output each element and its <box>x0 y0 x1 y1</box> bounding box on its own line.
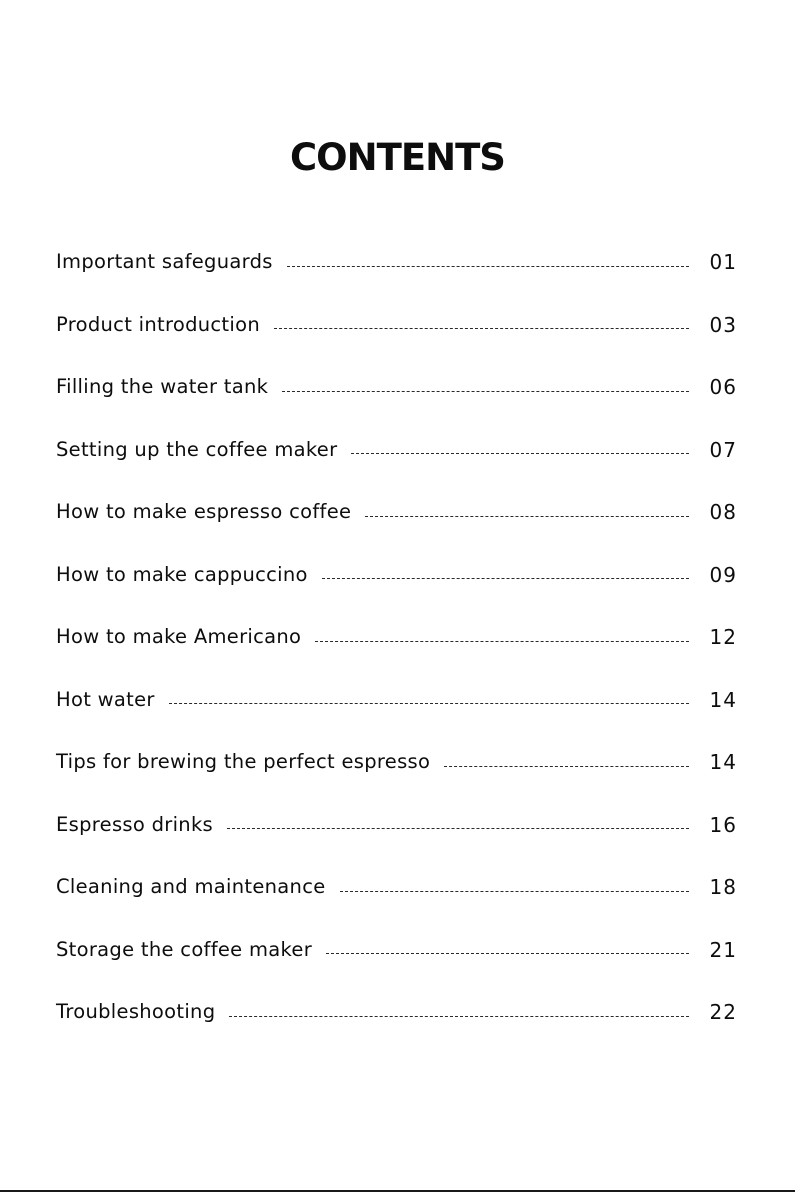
dotted-leader <box>282 391 689 392</box>
toc-entry-label: How to make espresso coffee <box>56 500 352 524</box>
toc-entry[interactable] <box>56 481 737 544</box>
toc-entry[interactable] <box>56 731 737 794</box>
toc-entry[interactable] <box>56 356 737 419</box>
toc-entry-page-number: 06 <box>709 375 737 400</box>
dotted-leader <box>315 641 689 642</box>
dotted-leader <box>351 453 689 454</box>
dotted-leader <box>287 266 689 267</box>
dotted-leader <box>169 703 689 704</box>
toc-entry-page-number: 07 <box>709 437 737 462</box>
table-of-contents <box>56 231 737 1044</box>
toc-entry-label: Filling the water tank <box>56 375 269 399</box>
toc-entry[interactable] <box>56 419 737 482</box>
toc-entry[interactable] <box>56 669 737 732</box>
toc-entry-label: How to make Americano <box>56 625 302 649</box>
dotted-leader <box>326 953 689 954</box>
toc-entry-page-number: 18 <box>709 875 737 900</box>
toc-entry-label: Important safeguards <box>56 250 273 274</box>
dotted-leader <box>227 828 689 829</box>
toc-entry-page-number: 08 <box>709 500 737 525</box>
toc-entry-page-number: 21 <box>709 937 737 962</box>
toc-entry[interactable] <box>56 231 737 294</box>
toc-entry-page-number: 01 <box>709 250 737 275</box>
toc-entry-page-number: 22 <box>709 1000 737 1025</box>
toc-entry-page-number: 16 <box>709 812 737 837</box>
toc-entry-label: Storage the coffee maker <box>56 937 313 961</box>
toc-entry-label: Setting up the coffee maker <box>56 437 338 461</box>
dotted-leader <box>274 328 689 329</box>
toc-entry-label: Product introduction <box>56 312 260 336</box>
toc-entry-page-number: 12 <box>709 625 737 650</box>
toc-entry-label: Hot water <box>56 687 155 711</box>
toc-entry-label: Troubleshooting <box>56 1000 216 1024</box>
toc-entry-label: Tips for brewing the perfect espresso <box>56 750 431 774</box>
toc-entry[interactable] <box>56 919 737 982</box>
dotted-leader <box>365 516 689 517</box>
dotted-leader <box>340 891 689 892</box>
dotted-leader <box>322 578 689 579</box>
toc-entry[interactable] <box>56 794 737 857</box>
toc-entry-label: How to make cappuccino <box>56 562 308 586</box>
page-title: CONTENTS <box>290 136 505 179</box>
toc-entry[interactable] <box>56 544 737 607</box>
toc-entry-label: Espresso drinks <box>56 812 214 836</box>
toc-entry-page-number: 09 <box>709 562 737 587</box>
dotted-leader <box>444 766 689 767</box>
toc-entry[interactable] <box>56 606 737 669</box>
toc-entry[interactable] <box>56 981 737 1044</box>
toc-entry[interactable] <box>56 856 737 919</box>
toc-entry-page-number: 14 <box>709 687 737 712</box>
dotted-leader <box>229 1016 689 1017</box>
toc-entry-page-number: 14 <box>709 750 737 775</box>
toc-entry-page-number: 03 <box>709 312 737 337</box>
toc-entry-label: Cleaning and maintenance <box>56 875 326 899</box>
toc-entry[interactable] <box>56 294 737 357</box>
